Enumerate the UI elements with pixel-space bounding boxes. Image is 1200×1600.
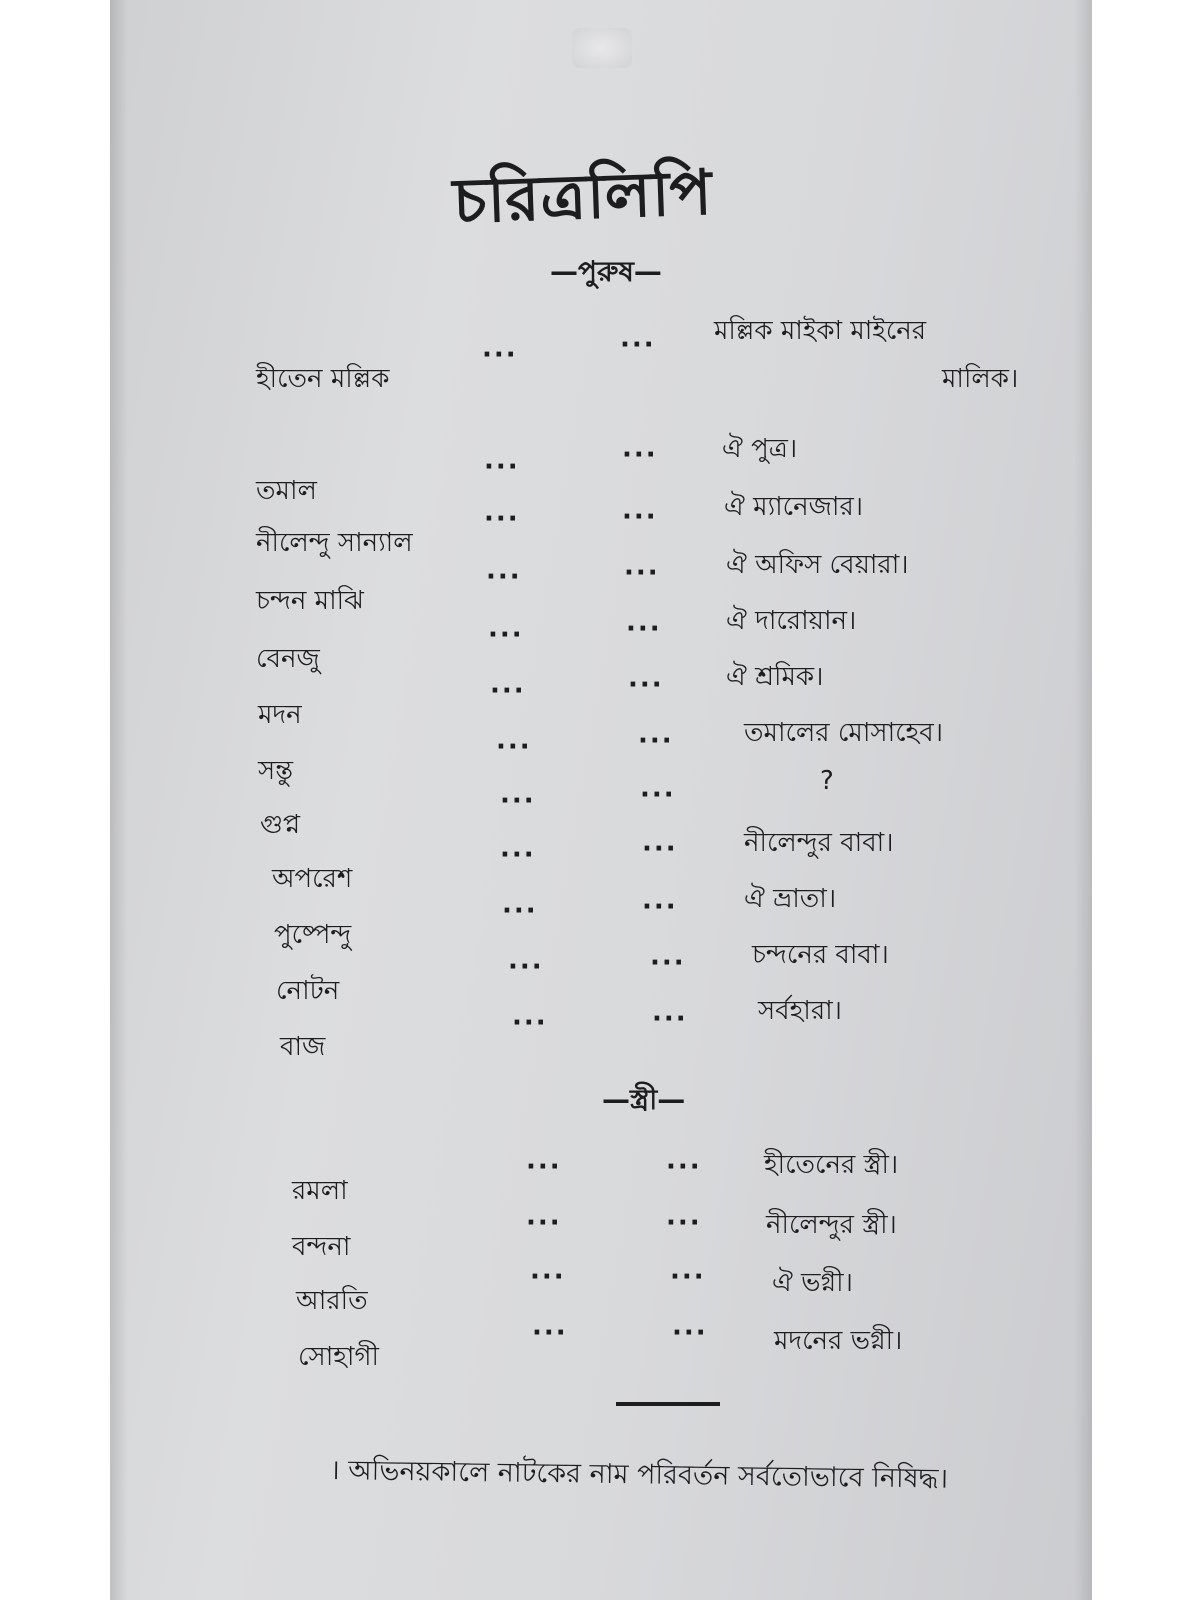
character-name: অপরেশ: [272, 864, 353, 894]
cast-row: [276, 940, 1092, 1006]
character-name: নোটন: [276, 976, 340, 1006]
cast-row: [292, 1150, 1092, 1206]
dot-leader: ···: [620, 330, 656, 360]
cast-row: [256, 606, 1076, 674]
character-description: ঐ ভগ্নী।: [772, 1268, 853, 1298]
dot-leader: ···: [484, 504, 520, 534]
character-description: মল্লিক মাইকা মাইনের: [714, 316, 927, 346]
character-description: ঐ ম্যানেজার।: [724, 492, 864, 522]
dot-leader: ···: [624, 558, 660, 588]
character-name: নীলেন্দু সান্যাল: [256, 528, 413, 558]
dot-leader: ···: [500, 786, 536, 816]
character-description: মদনের ভগ্নী।: [774, 1326, 903, 1356]
cast-row: [256, 316, 1076, 394]
character-description: নীলেন্দুর স্ত্রী।: [766, 1210, 897, 1240]
page-title: চরিত্রলিপি: [451, 155, 714, 238]
character-description: নীলেন্দুর বাবা।: [744, 828, 894, 858]
character-name: চন্দন মাঝি: [256, 586, 364, 616]
section-divider: [616, 1402, 720, 1406]
cast-row: [296, 1262, 1092, 1316]
character-name: রমলা: [292, 1176, 348, 1206]
cast-row: [274, 884, 1092, 950]
character-name: গুপ্ন: [260, 810, 301, 840]
footer-note: । অভিনয়কালে নাটকের নাম পরিবর্তন সর্বতোভাবে নিষিদ্ধ।: [329, 1455, 949, 1495]
dot-leader: ···: [652, 1004, 688, 1034]
dot-leader: ···: [642, 892, 678, 922]
dot-leader: ···: [490, 676, 526, 706]
cast-row: [258, 718, 1078, 786]
cast-row: [280, 996, 1092, 1062]
character-description: হীতেনের স্ত্রী।: [764, 1150, 899, 1180]
character-description: সর্বহারা।: [758, 996, 842, 1026]
character-description: ?: [820, 766, 834, 796]
cast-row: [258, 662, 1078, 730]
character-name: তমাল: [256, 476, 317, 506]
dot-leader: ···: [628, 670, 664, 700]
dot-leader: ···: [482, 340, 518, 370]
dot-leader: ···: [526, 1152, 562, 1182]
cast-row: [292, 1208, 1092, 1262]
character-name: বেনজু: [256, 644, 320, 674]
character-description: ঐ শ্রমিক।: [726, 662, 824, 692]
dot-leader: ···: [484, 452, 520, 482]
character-description: ঐ অফিস বেয়ারা।: [726, 550, 909, 580]
character-name: আরতি: [296, 1286, 368, 1316]
dot-leader: ···: [622, 440, 658, 470]
dot-leader: ···: [508, 952, 544, 982]
dot-leader: ···: [512, 1008, 548, 1038]
cast-row: [256, 492, 1076, 558]
book-page: [110, 0, 1092, 1600]
dot-leader: ···: [666, 1208, 702, 1238]
character-name: হীতেন মল্লিক: [256, 364, 390, 394]
character-description: তমালের মোসাহেব।: [744, 718, 943, 748]
dot-leader: ···: [526, 1208, 562, 1238]
character-name: মদন: [258, 700, 302, 730]
cast-row: [298, 1318, 1092, 1372]
character-description-cont: মালিক।: [942, 364, 1019, 394]
dot-leader: ···: [640, 780, 676, 810]
character-description: ঐ দারোয়ান।: [726, 606, 857, 636]
dot-leader: ···: [626, 614, 662, 644]
character-name: বন্দনা: [292, 1232, 351, 1262]
dot-leader: ···: [530, 1262, 566, 1292]
dot-leader: ···: [670, 1262, 706, 1292]
dot-leader: ···: [642, 834, 678, 864]
dot-leader: ···: [488, 620, 524, 650]
character-name: সন্তু: [258, 756, 294, 786]
character-description: ঐ পুত্র।: [722, 434, 798, 464]
dot-leader: ···: [672, 1318, 708, 1348]
dot-leader: ···: [666, 1152, 702, 1182]
dot-leader: ···: [532, 1318, 568, 1348]
cast-row: [256, 550, 1076, 616]
dot-leader: ···: [486, 562, 522, 592]
embossed-mark: [572, 28, 632, 68]
dot-leader: ···: [500, 840, 536, 870]
character-name: সোহাগী: [298, 1342, 379, 1372]
men-heading: —পুরুষ—: [550, 255, 662, 288]
dot-leader: ···: [622, 502, 658, 532]
dot-leader: ···: [496, 732, 532, 762]
character-name: বাজ: [280, 1032, 326, 1062]
dot-leader: ···: [502, 896, 538, 926]
character-name: পুষ্পেন্দু: [274, 920, 352, 950]
dot-leader: ···: [638, 726, 674, 756]
women-heading: —স্ত্রী—: [602, 1083, 686, 1116]
cast-row: [256, 434, 1076, 506]
cast-row: [272, 828, 1092, 894]
character-description: ঐ ভ্রাতা।: [744, 884, 837, 914]
dot-leader: ···: [650, 948, 686, 978]
character-description: চন্দনের বাবা।: [752, 940, 889, 970]
